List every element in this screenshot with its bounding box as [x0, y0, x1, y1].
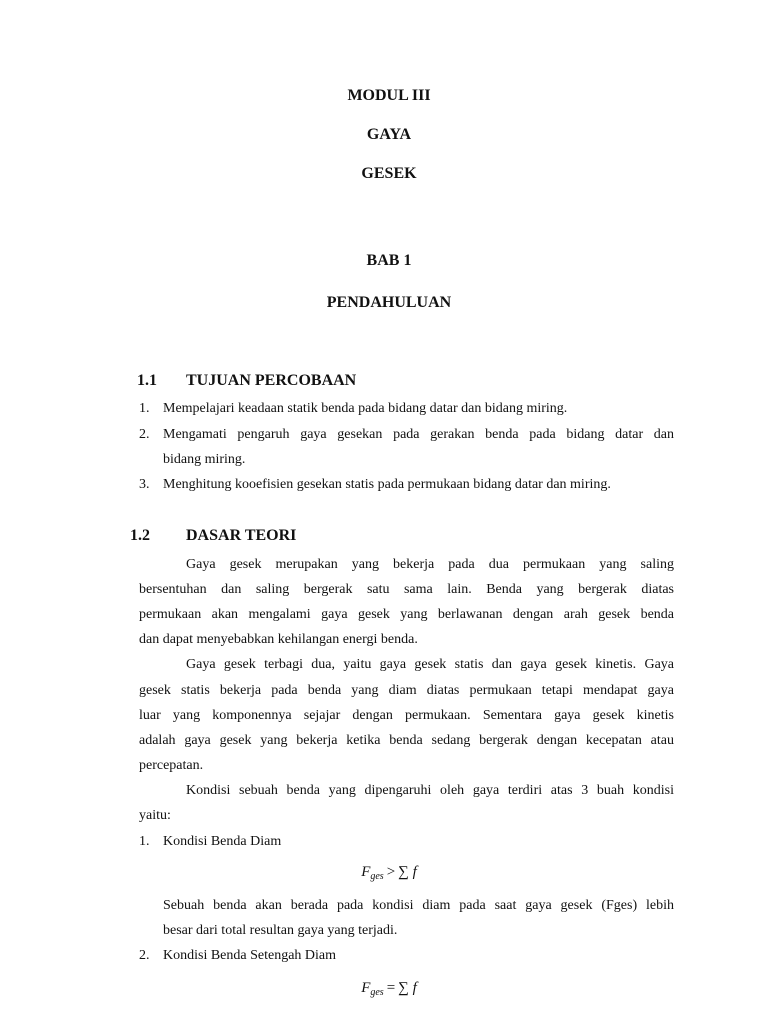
paragraph-line: bersentuhan dan saling bergerak satu sama lain. Benda yang bergerak diatas: [139, 582, 674, 597]
module-title: MODUL III: [347, 87, 431, 104]
condition-label: Kondisi Benda Diam: [163, 834, 282, 849]
paragraph-line: yaitu:: [139, 808, 171, 823]
formula-half-static: [0, 980, 768, 998]
module-subtitle-gaya: GAYA: [366, 126, 412, 143]
paragraph-line: dan dapat menyebabkan kehilangan energi benda.: [139, 632, 418, 647]
list-item-text-cont: bidang miring.: [163, 452, 246, 467]
paragraph-line: gesek statis bekerja pada benda yang diam diatas permukaan tetapi mendapat gaya: [139, 683, 674, 698]
section-1-1-title: TUJUAN PERCOBAAN: [186, 372, 357, 389]
formula-static: [0, 864, 768, 882]
condition-number: 2.: [139, 948, 150, 963]
list-item-number: 3.: [139, 477, 150, 492]
paragraph-line: luar yang komponennya sejajar dengan permukaan. Sementara gaya gesek kinetis: [139, 708, 674, 723]
formula-rhs: ∑ f: [398, 980, 417, 996]
condition-label: Kondisi Benda Setengah Diam: [163, 948, 337, 963]
paragraph-line: permukaan akan mengalami gaya gesek yang berlawanan dengan arah gesek benda: [139, 607, 674, 622]
paragraph-line: percepatan.: [139, 758, 204, 773]
formula-variable: F: [361, 980, 371, 996]
paragraph-line: Gaya gesek merupakan yang bekerja pada dua permukaan yang saling: [186, 557, 674, 572]
chapter-number: BAB 1: [366, 252, 412, 269]
list-item-text: Mengamati pengaruh gaya gesekan pada gerakan benda pada bidang datar dan: [163, 427, 674, 442]
condition-description-cont: besar dari total resultan gaya yang terjadi.: [163, 923, 398, 938]
formula-rhs: ∑ f: [398, 864, 417, 880]
condition-description: Sebuah benda akan berada pada kondisi diam pada saat gaya gesek (Fges) lebih: [163, 898, 674, 913]
paragraph-line: adalah gaya gesek yang bekerja ketika benda sedang bergerak dengan kecepatan atau: [139, 733, 674, 748]
section-1-2-number: 1.2: [130, 527, 150, 544]
list-item-text: Menghitung kooefisien gesekan statis pada permukaan bidang datar dan miring.: [163, 477, 611, 492]
section-1-2-title: DASAR TEORI: [186, 527, 297, 544]
list-item-text: Mempelajari keadaan statik benda pada bidang datar dan bidang miring.: [163, 401, 568, 416]
list-item-number: 2.: [139, 427, 150, 442]
list-item-number: 1.: [139, 401, 150, 416]
chapter-title: PENDAHULUAN: [326, 294, 452, 311]
module-subtitle-gesek: GESEK: [361, 165, 417, 182]
formula-operator: >: [386, 864, 396, 880]
formula-subscript: ges: [370, 987, 384, 998]
paragraph-line: Gaya gesek terbagi dua, yaitu gaya gesek statis dan gaya gesek kinetis. Gaya: [186, 657, 674, 672]
formula-operator: =: [386, 980, 396, 996]
condition-number: 1.: [139, 834, 150, 849]
formula-subscript: ges: [370, 871, 384, 882]
formula-variable: F: [361, 864, 371, 880]
paragraph-line: Kondisi sebuah benda yang dipengaruhi oleh gaya terdiri atas 3 buah kondisi: [186, 783, 674, 798]
section-1-1-number: 1.1: [137, 372, 157, 389]
